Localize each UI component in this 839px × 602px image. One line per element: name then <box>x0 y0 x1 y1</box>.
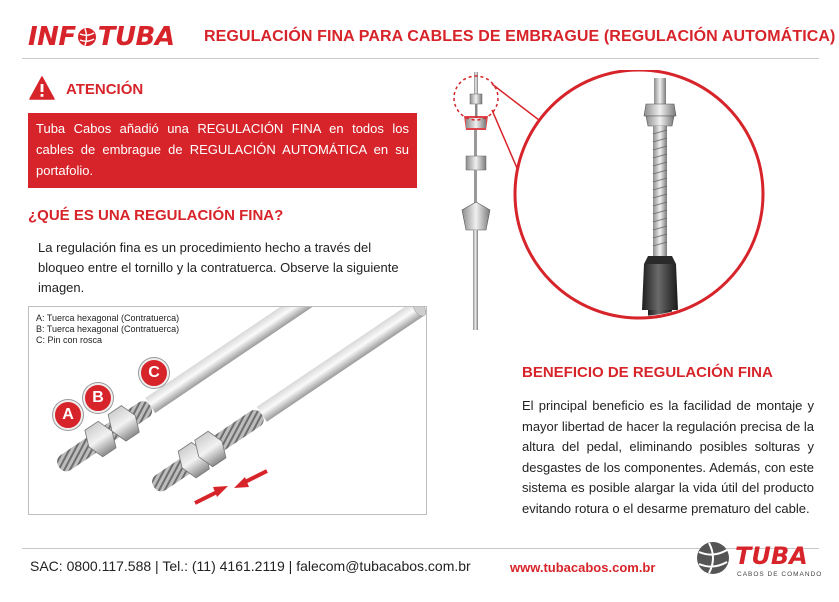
logo-ball-icon <box>77 27 97 47</box>
warning-icon <box>29 76 55 100</box>
badge-a: A <box>53 400 83 430</box>
logo-text-right: TUBA <box>97 22 175 52</box>
badge-c: C <box>139 358 169 388</box>
brand-tagline: CABOS DE COMANDO <box>737 571 823 578</box>
section-text-benefit: El principal beneficio es la facilidad de montaje y mayor libertad de hacer la regulación precisa de la altura del pedal, eliminando posibles solturas y desgastes de los componentes. Además, con este sistema es posible alargar la vida útil del producto evitando rotura o el desarme prematuro del cable. <box>522 398 814 516</box>
infotuba-logo <box>28 22 175 52</box>
section-text-what-is: La regulación fina es un procedimiento hecho a través del bloqueo entre el tornillo y la contratuerca. Observe la siguiente imagen. <box>38 240 399 295</box>
legend-item-b: B: Tuerca hexagonal (Contratuerca) <box>36 324 180 334</box>
header-divider <box>22 58 819 59</box>
section-title-benefit: BENEFICIO DE REGULACIÓN FINA <box>522 364 773 381</box>
footer-website-link[interactable]: www.tubacabos.com.br <box>510 560 656 575</box>
section-title-what-is: ¿QUÉ ES UNA REGULACIÓN FINA? <box>28 207 284 224</box>
footer-contact: SAC: 0800.117.588 | Tel.: (11) 4161.2119 | falecom@tubacabos.com.br <box>30 558 471 574</box>
threaded-pin-figure <box>28 306 427 515</box>
logo-text-left: INF <box>28 22 76 52</box>
legend-item-c: C: Pin con rosca <box>36 335 103 345</box>
page-title: REGULACIÓN FINA PARA CABLES DE EMBRAGUE (REGULACIÓN AUTOMÁTICA) <box>204 28 836 45</box>
legend-item-a: A: Tuerca hexagonal (Contratuerca) <box>36 313 180 323</box>
tightening-arrows-icon <box>195 471 267 503</box>
attention-box <box>28 113 417 188</box>
clutch-cable-illustration <box>440 70 820 360</box>
figure-legend <box>36 313 179 346</box>
badge-b: B <box>83 383 113 413</box>
attention-title: ATENCIÓN <box>66 81 144 98</box>
brand-name: TUBA <box>735 542 808 570</box>
attention-text: Tuba Cabos añadió una REGULACIÓN FINA en todos los cables de embrague de REGULACIÓN AUTOMÁTICA en su portafolio. <box>36 121 409 178</box>
